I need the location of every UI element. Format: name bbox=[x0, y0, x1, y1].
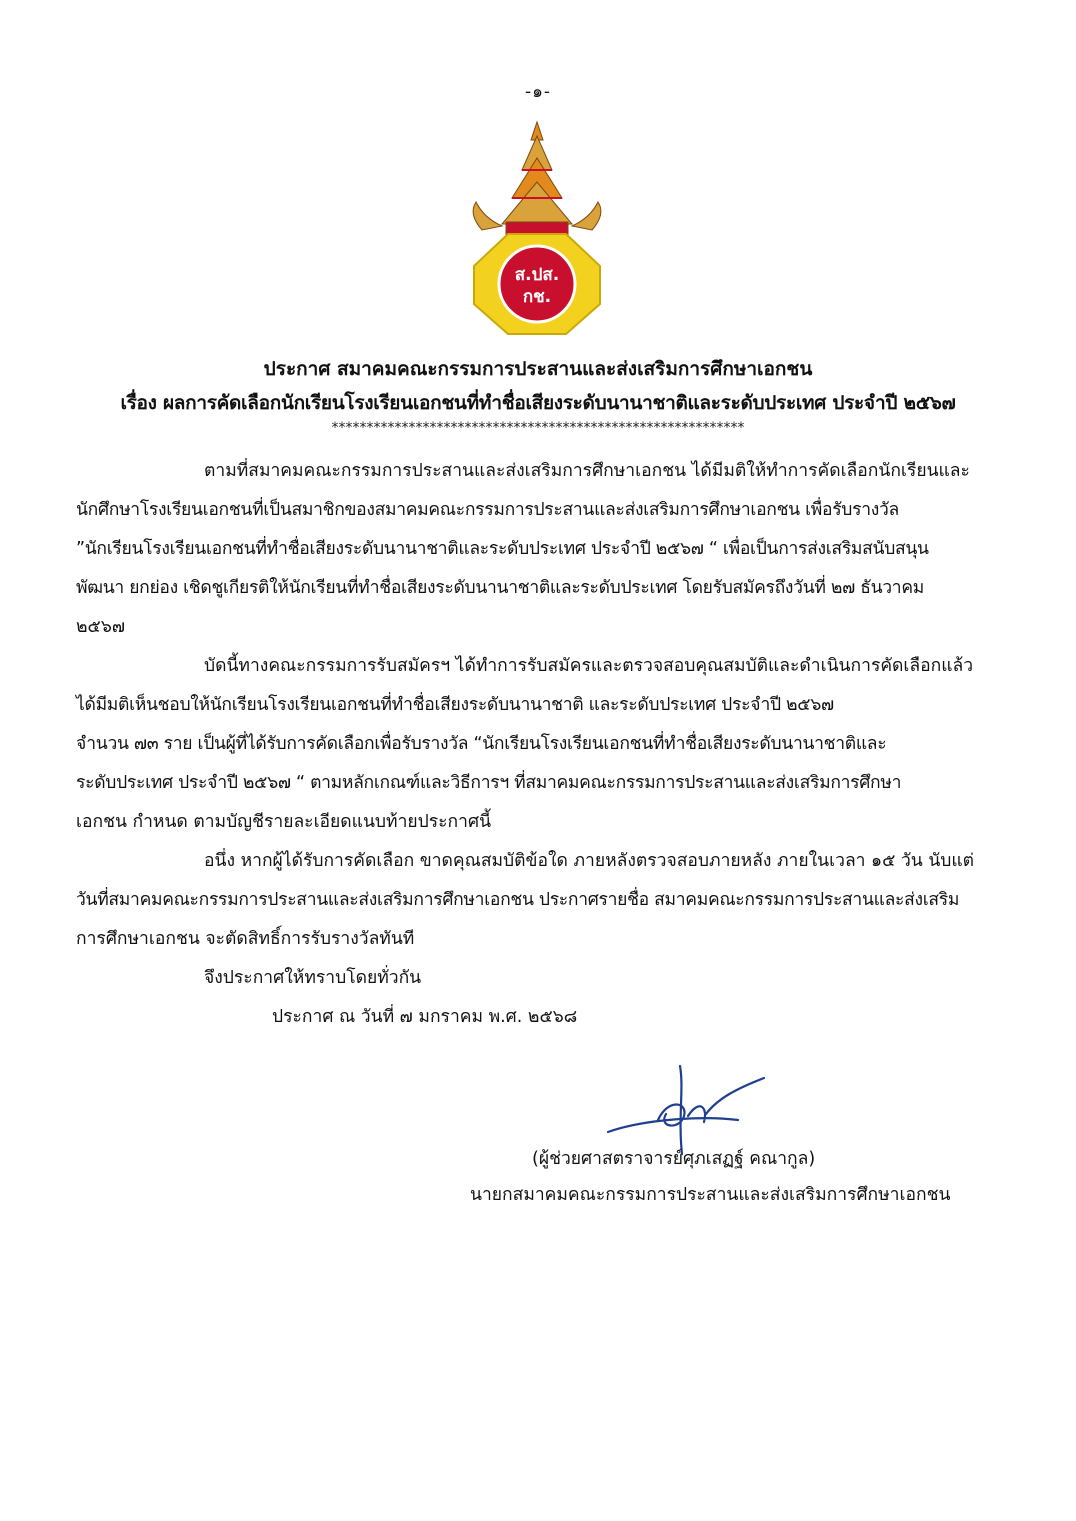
signer-name: (ผู้ช่วยศาสตราจารย์ศุภเสฏฐ์ คณากูล) bbox=[532, 1149, 816, 1169]
paragraph-line: จึงประกาศให้ทราบโดยทั่วกัน bbox=[204, 968, 422, 988]
header-line-2: เรื่อง ผลการคัดเลือกนักเรียนโรงเรียนเอกชนที่ทำชื่อเสียงระดับนานาชาติและระดับประเทศ ประจำปี ๒๕๖๗ bbox=[120, 392, 956, 414]
paragraph-1 bbox=[76, 452, 1000, 647]
paragraph-line: วันที่สมาคมคณะกรรมการประสานและส่งเสริมการศึกษาเอกชน ประกาศรายชื่อ สมาคมคณะกรรมการประสานและส่งเสริม bbox=[76, 890, 960, 910]
paragraph-line: ๒๕๖๗ bbox=[76, 617, 126, 637]
paragraph-3 bbox=[76, 842, 1000, 959]
paragraph-line: นักศึกษาโรงเรียนเอกชนที่เป็นสมาชิกของสมาคมคณะกรรมการประสานและส่งเสริมการศึกษาเอกชน เพื่อรับรางวัล bbox=[76, 500, 899, 520]
paragraph-2 bbox=[76, 647, 1000, 842]
emblem-text-line2: กช. bbox=[522, 287, 552, 307]
crown-spire-icon bbox=[473, 122, 601, 236]
emblem-text-line1: ส.ปส. bbox=[514, 265, 560, 285]
signer-title: นายกสมาคมคณะกรรมการประสานและส่งเสริมการศึกษาเอกชน bbox=[470, 1185, 951, 1205]
paragraph-line: จำนวน ๗๓ ราย เป็นผู้ที่ได้รับการคัดเลือกเพื่อรับรางวัล “นักเรียนโรงเรียนเอกชนที่ทำชื่อเสียงระดับนานาชาติและ bbox=[76, 734, 887, 754]
paragraph-line: พัฒนา ยกย่อง เชิดชูเกียรติให้นักเรียนที่ทำชื่อเสียงระดับนานาชาติและระดับประเทศ โดยรับสมัครถึงวันที่ ๒๗ ธันวาคม bbox=[76, 578, 924, 598]
paragraph-line: ตามที่สมาคมคณะกรรมการประสานและส่งเสริมการศึกษาเอกชน ได้มีมติให้ทำการคัดเลือกนักเรียนและ bbox=[204, 461, 970, 481]
announcement-header bbox=[60, 352, 1016, 436]
paragraph-line: การศึกษาเอกชน จะตัดสิทธิ์การรับรางวัลทันที bbox=[76, 929, 415, 949]
association-emblem bbox=[462, 118, 612, 338]
paragraph-line: ระดับประเทศ ประจำปี ๒๕๖๗ “ ตามหลักเกณฑ์และวิธีการฯ ที่สมาคมคณะกรรมการประสานและส่งเสริมการศึกษา bbox=[76, 773, 902, 793]
paragraph-line: อนึ่ง หากผู้ได้รับการคัดเลือก ขาดคุณสมบัติข้อใด ภายหลังตรวจสอบภายหลัง ภายในเวลา ๑๕ วัน นับแต่ bbox=[204, 851, 975, 871]
paragraph-line: ได้มีมติเห็นชอบให้นักเรียนโรงเรียนเอกชนที่ทำชื่อเสียงระดับนานาชาติ และระดับประเทศ ประจำปี ๒๕๖๗ bbox=[76, 695, 834, 715]
page-number: -๑- bbox=[524, 82, 552, 102]
paragraph-4 bbox=[76, 959, 1000, 998]
header-line-1: ประกาศ สมาคมคณะกรรมการประสานและส่งเสริมการศึกษาเอกชน bbox=[263, 358, 813, 380]
announcement-body bbox=[76, 452, 1000, 998]
header-separator: *********************************************************** bbox=[331, 420, 745, 436]
paragraph-line: บัดนี้ทางคณะกรรมการรับสมัครฯ ได้ทำการรับสมัครและตรวจสอบคุณสมบัติและดำเนินการคัดเลือกแล้ว bbox=[204, 656, 974, 676]
announcement-date: ประกาศ ณ วันที่ ๗ มกราคม พ.ศ. ๒๕๖๘ bbox=[272, 1007, 578, 1027]
paragraph-line: ”นักเรียนโรงเรียนเอกชนที่ทำชื่อเสียงระดับนานาชาติและระดับประเทศ ประจำปี ๒๕๖๗ “ เพื่อเป็นการส่งเสริมสนับสนุน bbox=[76, 539, 929, 559]
paragraph-line: เอกชน กำหนด ตามบัญชีรายละเอียดแนบท้ายประกาศนี้ bbox=[76, 812, 492, 832]
